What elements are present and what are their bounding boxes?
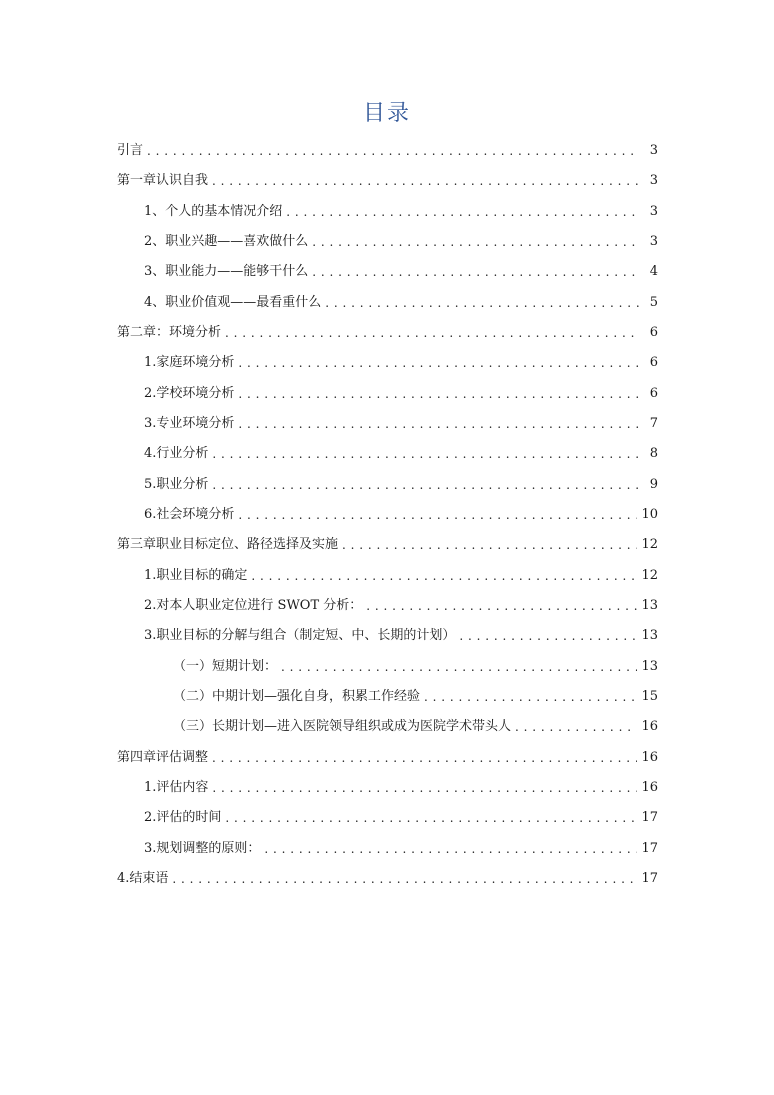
toc-leader-dots: [210, 475, 640, 495]
toc-entry-page: 12: [641, 537, 658, 552]
toc-entry-label: 第四章评估调整: [117, 750, 209, 765]
toc-entry[interactable]: [144, 232, 658, 252]
toc-entry[interactable]: [144, 505, 658, 525]
toc-leader-dots: [210, 778, 637, 798]
toc-entry-label: 引言: [117, 143, 144, 158]
toc-entry[interactable]: [144, 293, 658, 313]
toc-entry[interactable]: [144, 262, 658, 282]
toc-leader-dots: [170, 869, 637, 889]
toc-leader-dots: [323, 293, 640, 313]
toc-leader-dots: [513, 717, 637, 737]
toc-entry[interactable]: [117, 748, 658, 768]
toc-entry-label: 2.对本人职业定位进行 SWOT 分析：: [144, 598, 363, 613]
toc-leader-dots: [210, 444, 640, 464]
toc-entry-label: 4.结束语: [117, 871, 169, 886]
toc-title: 目录: [362, 101, 411, 126]
toc-entry-page: 3: [649, 173, 658, 188]
toc-leader-dots: [457, 626, 637, 646]
toc-entry[interactable]: [144, 414, 658, 434]
toc-entry-page: 16: [641, 780, 658, 795]
toc-entry-page: 13: [641, 628, 658, 643]
toc-entry-label: 3、职业能力——能够干什么: [144, 264, 309, 279]
toc-entry-page: 6: [649, 386, 658, 401]
toc-entry-label: 4、职业价值观——最看重什么: [144, 295, 322, 310]
toc-entry-label: 2.学校环境分析: [144, 386, 235, 401]
toc-entry-page: 3: [649, 143, 658, 158]
toc-entry-label: 5.职业分析: [144, 477, 209, 492]
toc-entry[interactable]: [117, 535, 658, 555]
toc-leader-dots: [236, 505, 637, 525]
toc-entry-page: 3: [649, 204, 658, 219]
toc-leader-dots: [236, 353, 640, 373]
toc-entry-page: 16: [641, 750, 658, 765]
toc-leader-dots: [284, 202, 640, 222]
toc-entry[interactable]: [144, 202, 658, 222]
toc-leader-dots: [262, 839, 637, 859]
toc-leader-dots: [210, 748, 637, 768]
toc-entry-page: 5: [649, 295, 658, 310]
toc-entry-page: 13: [641, 598, 658, 613]
toc-leader-dots: [310, 262, 640, 282]
toc-entry-page: 16: [641, 719, 658, 734]
toc-leader-dots: [310, 232, 640, 252]
toc-entry-label: （一）短期计划：: [173, 659, 278, 674]
toc-entry-page: 9: [649, 477, 658, 492]
toc-leader-dots: [364, 596, 637, 616]
toc-entry-label: 第一章认识自我: [117, 173, 209, 188]
toc-entry-label: （三）长期计划—进入医院领导组织或成为医院学术带头人: [173, 719, 512, 734]
toc-entry-page: 6: [649, 325, 658, 340]
toc-entry-page: 17: [641, 871, 658, 886]
toc-entry[interactable]: [144, 778, 658, 798]
toc-leader-dots: [236, 414, 640, 434]
toc-leader-dots: [422, 687, 637, 707]
toc-entry[interactable]: [117, 869, 658, 889]
toc-entry-page: 13: [641, 659, 658, 674]
toc-entry[interactable]: [144, 475, 658, 495]
toc-entry-label: 第三章职业目标定位、路径选择及实施: [117, 537, 339, 552]
toc-entry[interactable]: [144, 839, 658, 859]
toc-entry-page: 17: [641, 810, 658, 825]
toc-entry-page: 12: [641, 568, 658, 583]
toc-entry-label: 1、个人的基本情况介绍: [144, 204, 283, 219]
toc-entry[interactable]: [144, 444, 658, 464]
toc-entry[interactable]: [173, 687, 658, 707]
toc-entry-page: 4: [649, 264, 658, 279]
toc-leader-dots: [236, 384, 640, 404]
toc-entry[interactable]: [173, 717, 658, 737]
toc-entry[interactable]: [117, 323, 658, 343]
toc-entry-label: 1.评估内容: [144, 780, 209, 795]
toc-entry-page: 6: [649, 355, 658, 370]
toc-leader-dots: [249, 566, 637, 586]
toc-entry[interactable]: [144, 384, 658, 404]
toc-entry[interactable]: [144, 566, 658, 586]
toc-entry-page: 3: [649, 234, 658, 249]
toc-leader-dots: [223, 323, 640, 343]
toc-entry-label: 2.评估的时间: [144, 810, 222, 825]
toc-entry-label: 3.专业环境分析: [144, 416, 235, 431]
toc-entry-page: 15: [641, 689, 658, 704]
toc-entry-label: 1.职业目标的确定: [144, 568, 248, 583]
toc-leader-dots: [145, 141, 640, 161]
toc-entry-page: 10: [641, 507, 658, 522]
toc-entry-label: 3.规划调整的原则：: [144, 841, 261, 856]
toc-entry[interactable]: [144, 353, 658, 373]
toc-entry-label: 2、职业兴趣——喜欢做什么: [144, 234, 309, 249]
toc-entry-label: 第二章：环境分析: [117, 325, 222, 340]
toc-entry-label: （二）中期计划—强化自身，积累工作经验: [173, 689, 421, 704]
toc-leader-dots: [210, 171, 640, 191]
toc-entry[interactable]: [144, 596, 658, 616]
toc-entry[interactable]: [117, 171, 658, 191]
toc-entry[interactable]: [173, 657, 658, 677]
toc-entry-page: 7: [649, 416, 658, 431]
toc-entry-page: 17: [641, 841, 658, 856]
toc-entry-label: 4.行业分析: [144, 446, 209, 461]
toc-leader-dots: [279, 657, 637, 677]
toc-entry[interactable]: [144, 808, 658, 828]
toc-leader-dots: [223, 808, 637, 828]
toc-entry[interactable]: [117, 141, 658, 161]
toc-entry-page: 8: [649, 446, 658, 461]
toc-leader-dots: [340, 535, 637, 555]
toc-entry[interactable]: [144, 626, 658, 646]
toc-entry-label: 3.职业目标的分解与组合（制定短、中、长期的计划）: [144, 628, 456, 643]
toc-entry-label: 6.社会环境分析: [144, 507, 235, 522]
toc-entry-label: 1.家庭环境分析: [144, 355, 235, 370]
